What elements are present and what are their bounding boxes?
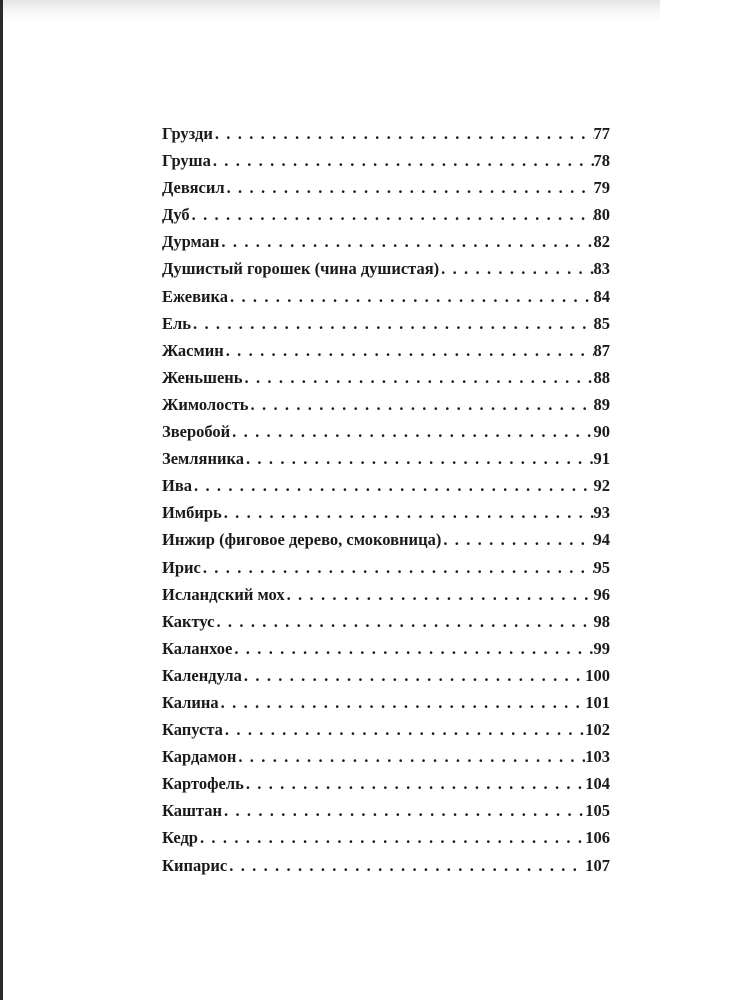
entry-page-number: 106: [585, 828, 610, 848]
entry-title: Исландский мох: [162, 584, 285, 604]
toc-entry: [162, 205, 610, 232]
entry-page-number: 105: [585, 801, 610, 821]
dot-leader: [244, 774, 585, 794]
entry-page-number: 95: [593, 557, 610, 577]
entry-title: Ель: [162, 313, 191, 333]
toc-entry: [162, 666, 610, 693]
dot-leader: [201, 558, 594, 578]
toc-entry: [162, 476, 610, 503]
entry-page-number: 96: [593, 584, 610, 604]
dot-leader: [190, 205, 594, 225]
toc-entry: [162, 368, 610, 395]
dot-leader: [244, 449, 594, 469]
toc-entry: [162, 828, 610, 855]
toc-entry: [162, 259, 610, 286]
entry-title: Кипарис: [162, 855, 228, 875]
dot-leader: [213, 124, 594, 144]
toc-entry: [162, 151, 610, 178]
dot-leader: [441, 530, 593, 550]
toc-entry: [162, 395, 610, 422]
toc-entry: [162, 232, 610, 259]
dot-leader: [242, 666, 585, 686]
entry-page-number: 78: [593, 151, 610, 171]
entry-page-number: 88: [593, 367, 610, 387]
entry-page-number: 99: [593, 638, 610, 658]
entry-title: Ежевика: [162, 286, 228, 306]
entry-title: Картофель: [162, 774, 244, 794]
entry-page-number: 82: [593, 232, 610, 252]
entry-title: Калина: [162, 692, 219, 712]
toc-entry: [162, 558, 610, 585]
entry-page-number: 93: [593, 503, 610, 523]
toc-entry: [162, 287, 610, 314]
dot-leader: [222, 801, 585, 821]
entry-title: Капуста: [162, 720, 223, 740]
dot-leader: [227, 856, 585, 876]
toc-entry: [162, 639, 610, 666]
dot-leader: [222, 503, 594, 523]
dot-leader: [223, 720, 585, 740]
dot-leader: [249, 395, 594, 415]
toc-entry: [162, 720, 610, 747]
dot-leader: [285, 585, 594, 605]
entry-page-number: 103: [585, 747, 610, 767]
dot-leader: [228, 287, 594, 307]
entry-title: Жасмин: [162, 340, 224, 360]
entry-title: Дурман: [162, 232, 220, 252]
toc-entry: [162, 178, 610, 205]
page-top-shadow: [0, 0, 660, 22]
entry-title: Дуб: [162, 205, 190, 225]
toc-entry: [162, 530, 610, 557]
page-left-edge: [0, 0, 3, 1000]
toc-entry: [162, 124, 610, 151]
entry-title: Земляника: [162, 449, 244, 469]
dot-leader: [225, 178, 594, 198]
dot-leader: [219, 693, 586, 713]
dot-leader: [211, 151, 594, 171]
entry-title: Ива: [162, 476, 192, 496]
entry-title: Жимолость: [162, 394, 249, 414]
entry-title: Душистый горошек (чина душистая): [162, 259, 440, 279]
entry-title: Календула: [162, 665, 242, 685]
entry-title: Кактус: [162, 611, 215, 631]
dot-leader: [232, 639, 593, 659]
entry-page-number: 83: [593, 259, 610, 279]
entry-page-number: 102: [585, 720, 610, 740]
entry-page-number: 100: [585, 665, 610, 685]
toc-entry: [162, 801, 610, 828]
dot-leader: [230, 422, 593, 442]
entry-title: Инжир (фиговое дерево, смоковница): [162, 530, 442, 550]
toc-entry: [162, 585, 610, 612]
toc-entry: [162, 422, 610, 449]
entry-page-number: 84: [593, 286, 610, 306]
toc-entry: [162, 449, 610, 476]
entry-title: Грузди: [162, 124, 213, 143]
toc-entry: [162, 341, 610, 368]
dot-leader: [243, 368, 594, 388]
entry-page-number: 104: [585, 774, 610, 794]
dot-leader: [198, 828, 585, 848]
dot-leader: [219, 232, 593, 252]
entry-page-number: 92: [593, 476, 610, 496]
entry-page-number: 85: [593, 313, 610, 333]
toc-entry: [162, 747, 610, 774]
entry-title: Кардамон: [162, 747, 237, 767]
entry-page-number: 80: [593, 205, 610, 225]
entry-title: Имбирь: [162, 503, 222, 523]
entry-page-number: 94: [593, 530, 610, 550]
entry-page-number: 89: [593, 394, 610, 414]
entry-title: Ирис: [162, 557, 201, 577]
toc-entry: [162, 693, 610, 720]
toc-entry: [162, 774, 610, 801]
dot-leader: [192, 476, 594, 496]
entry-title: Каланхое: [162, 638, 233, 658]
entry-page-number: 91: [593, 449, 610, 469]
entry-title: Груша: [162, 151, 211, 171]
entry-page-number: 79: [593, 178, 610, 198]
toc-entry: [162, 612, 610, 639]
table-of-contents: [162, 124, 610, 883]
entry-title: Кедр: [162, 828, 198, 848]
dot-leader: [214, 612, 593, 632]
toc-entry: [162, 856, 610, 883]
toc-entry: [162, 503, 610, 530]
entry-title: Девясил: [162, 178, 225, 198]
entry-title: Женьшень: [162, 367, 243, 387]
entry-page-number: 101: [585, 692, 610, 712]
toc-entry: [162, 314, 610, 341]
entry-title: Зверобой: [162, 422, 231, 442]
entry-page-number: 77: [593, 124, 610, 143]
entry-title: Каштан: [162, 801, 222, 821]
dot-leader: [191, 314, 594, 334]
dot-leader: [224, 341, 594, 361]
dot-leader: [236, 747, 585, 767]
dot-leader: [439, 259, 593, 279]
entry-page-number: 87: [593, 340, 610, 360]
entry-page-number: 107: [585, 855, 610, 875]
entry-page-number: 90: [593, 422, 610, 442]
entry-page-number: 98: [593, 611, 610, 631]
